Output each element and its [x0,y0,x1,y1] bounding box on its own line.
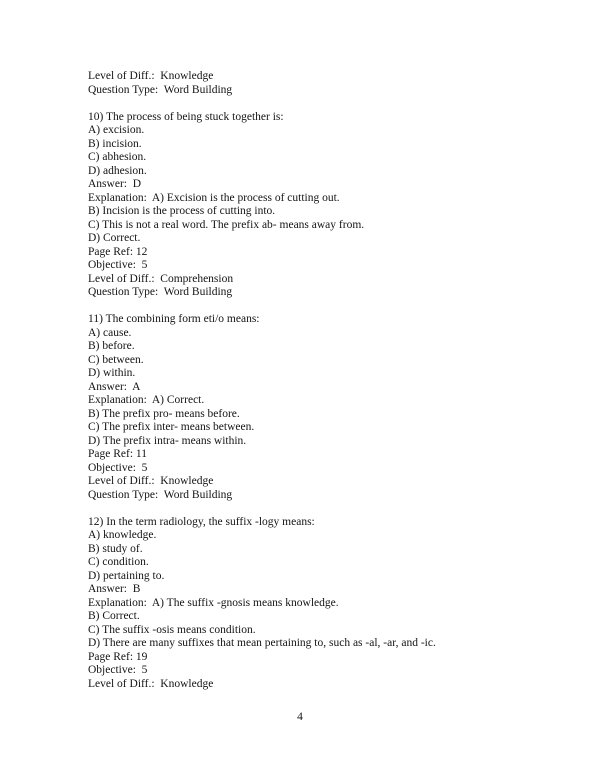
question-type-line: Question Type: Word Building [88,83,233,96]
question-type-line: Question Type: Word Building [88,488,233,501]
explanation-line: B) The prefix pro- means before. [88,407,240,420]
answer-line: Answer: D [88,178,142,190]
page-ref-line: Page Ref: 11 [88,448,147,460]
question-prompt: 11) The combining form eti/o means: [88,313,260,325]
choice-d: D) within. [88,367,136,379]
choice-c: C) condition. [88,556,149,568]
choice-d: D) pertaining to. [88,569,165,582]
level-of-diff-line: Level of Diff.: Knowledge [88,677,214,690]
answer-line: Answer: A [88,380,141,393]
question-block-12 [88,516,562,692]
document-content [88,70,562,705]
choice-c: C) abhesion. [88,151,147,163]
explanation-line: B) Incision is the process of cutting into. [88,205,276,217]
answer-line: Answer: B [88,583,141,595]
level-of-diff-line: Level of Diff.: Comprehension [88,272,234,285]
explanation-line: Explanation: A) Correct. [88,394,205,406]
page-ref-line: Page Ref: 19 [88,650,148,663]
explanation-line: Explanation: A) Excision is the process of cutting out. [88,191,340,204]
explanation-line: C) The suffix -osis means condition. [88,623,256,636]
level-of-diff-line: Level of Diff.: Knowledge [88,70,214,82]
explanation-line: D) Correct. [88,232,141,244]
choice-a: A) knowledge. [88,529,157,541]
page-ref-line: Page Ref: 12 [88,245,148,258]
objective-line: Objective: 5 [88,664,148,676]
question-block-10 [88,111,562,300]
explanation-line: D) The prefix intra- means within. [88,434,247,447]
question-prompt: 12) In the term radiology, the suffix -logy means: [88,515,315,528]
level-of-diff-line: Level of Diff.: Knowledge [88,475,214,487]
objective-line: Objective: 5 [88,259,148,271]
choice-c: C) between. [88,353,144,366]
choice-b: B) incision. [88,137,142,150]
choice-d: D) adhesion. [88,164,147,177]
question-prompt: 10) The process of being stuck together is: [88,110,284,123]
choice-a: A) excision. [88,124,145,136]
explanation-line: C) The prefix inter- means between. [88,421,255,433]
explanation-line: D) There are many suffixes that mean pertaining to, such as -al, -ar, and -ic. [88,637,436,649]
page-number: 4 [297,711,303,723]
choice-b: B) before. [88,340,135,352]
choice-a: A) cause. [88,326,132,339]
explanation-line: C) This is not a real word. The prefix ab- means away from. [88,218,365,231]
choice-b: B) study of. [88,542,143,555]
explanation-line: Explanation: A) The suffix -gnosis means knowledge. [88,596,339,609]
question-type-line: Question Type: Word Building [88,286,233,298]
explanation-line: B) Correct. [88,610,140,622]
carryover-metadata-block [88,70,562,97]
question-block-11 [88,313,562,502]
objective-line: Objective: 5 [88,461,148,474]
